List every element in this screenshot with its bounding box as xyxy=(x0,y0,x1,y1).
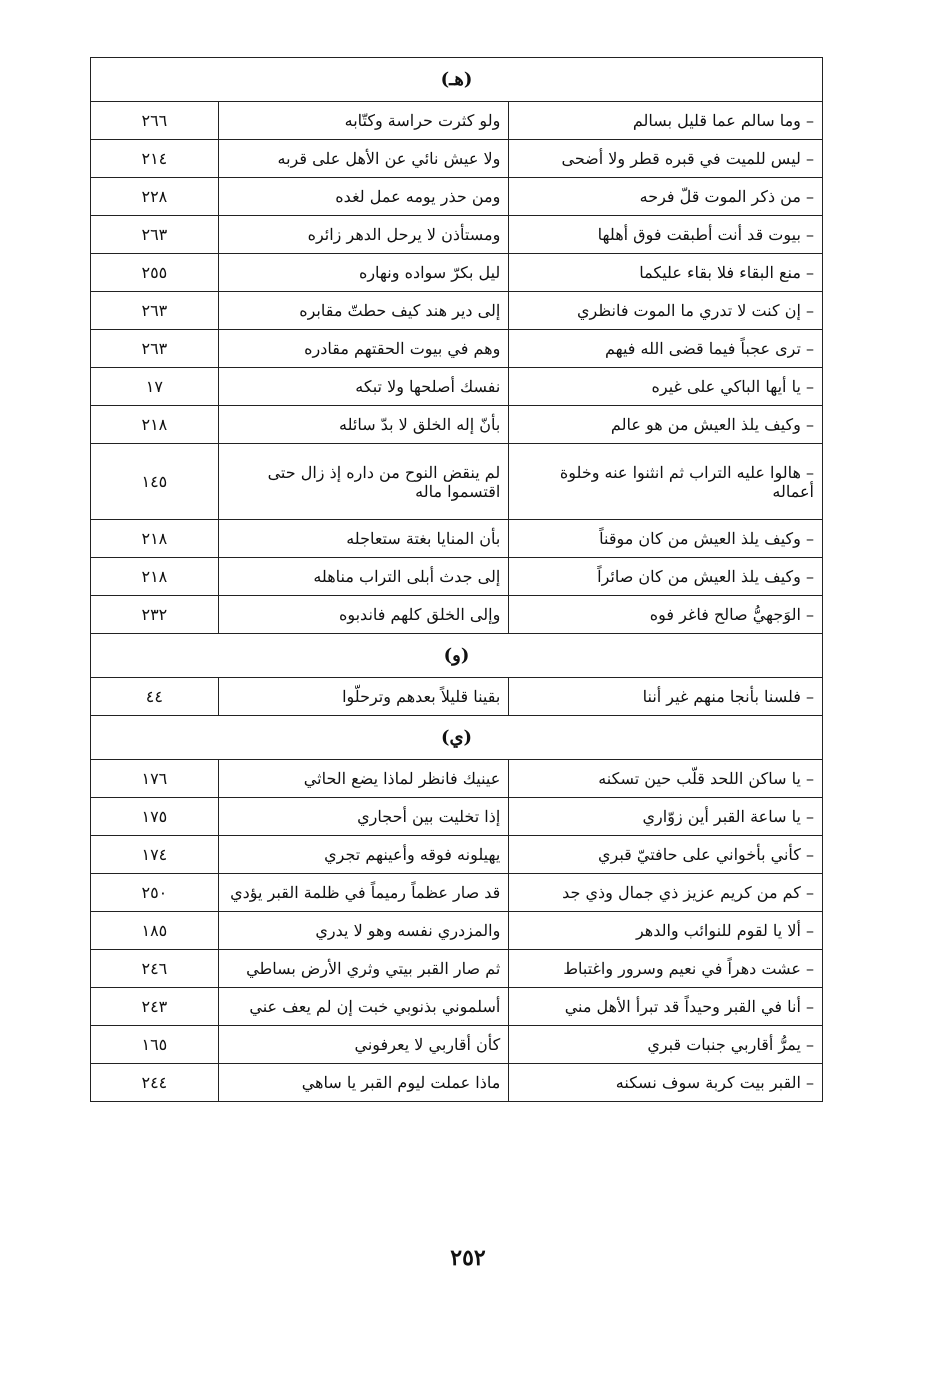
verse-first-half: – وما سالم عما قليل بسالم xyxy=(509,102,823,140)
verse-second-half: بأن المنايا بغتة ستعاجله xyxy=(218,520,509,558)
page-reference: ٢٦٦ xyxy=(91,102,219,140)
table-row xyxy=(91,798,823,836)
verse-first-half: – وكيف يلذ العيش من كان صائراً xyxy=(509,558,823,596)
verse-first-half: – الوَجهيُّ صالح فاغر فوه xyxy=(509,596,823,634)
table-row xyxy=(91,178,823,216)
verse-second-half: قد صار عظماً رميماً في ظلمة القبر يؤدي xyxy=(218,874,509,912)
verse-second-half: ولا عيش نائي عن الأهل على قربه xyxy=(218,140,509,178)
table-row xyxy=(91,102,823,140)
verse-second-half: إذا تخليت بين أحجاري xyxy=(218,798,509,836)
verse-first-half: – ليس للميت في قبره قطر ولا أضحى xyxy=(509,140,823,178)
table-row xyxy=(91,292,823,330)
verse-first-half: – وكيف يلذ العيش من كان موقناً xyxy=(509,520,823,558)
page-reference: ٢١٨ xyxy=(91,406,219,444)
verse-first-half: – من ذكر الموت قلّ فرحه xyxy=(509,178,823,216)
page-reference: ١٧٤ xyxy=(91,836,219,874)
verse-first-half: – ترى عجباً فيما قضى الله فيهم xyxy=(509,330,823,368)
index-table-body xyxy=(91,58,823,1102)
page-reference: ٢٣٢ xyxy=(91,596,219,634)
verse-second-half: ومن حذر يومه عمل لغده xyxy=(218,178,509,216)
verse-first-half: – كم من كريم عزيز ذي جمال وذي جد xyxy=(509,874,823,912)
section-header-row xyxy=(91,58,823,102)
verse-first-half: – وكيف يلذ العيش من هو عالم xyxy=(509,406,823,444)
verse-second-half: إلى جدث أبلى التراب مناهله xyxy=(218,558,509,596)
table-row xyxy=(91,406,823,444)
page-reference: ٢٦٣ xyxy=(91,292,219,330)
page-reference: ١٧ xyxy=(91,368,219,406)
page-reference: ١٨٥ xyxy=(91,912,219,950)
table-row xyxy=(91,444,823,520)
table-row xyxy=(91,216,823,254)
verse-second-half: ولو كثرت حراسة وكتّابه xyxy=(218,102,509,140)
section-letter: (و) xyxy=(91,634,823,678)
verse-first-half: – إن كنت لا تدري ما الموت فانظري xyxy=(509,292,823,330)
index-table xyxy=(90,57,823,1102)
page-number: ٢٥٢ xyxy=(450,1245,486,1271)
verse-first-half: – بيوت قد أنت أطبقت فوق أهلها xyxy=(509,216,823,254)
verse-second-half: إلى دير هند كيف حطتّ مقابره xyxy=(218,292,509,330)
table-row xyxy=(91,558,823,596)
table-row xyxy=(91,950,823,988)
table-row xyxy=(91,678,823,716)
verse-first-half: – كأني بأخواني على حافتيّ قبري xyxy=(509,836,823,874)
verse-second-half: ومستأذن لا يرحل الدهر زائره xyxy=(218,216,509,254)
verse-second-half: كأن أقاربي لا يعرفوني xyxy=(218,1026,509,1064)
verse-second-half: أسلموني بذنوبي خبت إن لم يعف عني xyxy=(218,988,509,1026)
verse-second-half: وإلى الخلق كلهم فاندبوه xyxy=(218,596,509,634)
table-row xyxy=(91,140,823,178)
page-reference: ١٤٥ xyxy=(91,444,219,520)
page-reference: ٢٤٣ xyxy=(91,988,219,1026)
page-reference: ٤٤ xyxy=(91,678,219,716)
page-reference: ٢٥٥ xyxy=(91,254,219,292)
verse-first-half: – عشت دهراً في نعيم وسرور واغتباط xyxy=(509,950,823,988)
verse-first-half: – القبر بيت كربة سوف نسكنه xyxy=(509,1064,823,1102)
section-letter: (ي) xyxy=(91,716,823,760)
verse-second-half: بأنّ إله الخلق لا بدّ سائله xyxy=(218,406,509,444)
page-reference: ٢٤٦ xyxy=(91,950,219,988)
verse-first-half: – هالوا عليه التراب ثم انثنوا عنه وخلوة أعماله xyxy=(509,444,823,520)
verse-first-half: – يا أيها الباكي على غيره xyxy=(509,368,823,406)
table-row xyxy=(91,760,823,798)
verse-first-half: – منع البقاء فلا بقاء عليكما xyxy=(509,254,823,292)
table-row xyxy=(91,836,823,874)
verse-second-half: ثم صار القبر بيتي وثري الأرض بساطي xyxy=(218,950,509,988)
verse-first-half: – يا ساكن اللحد قلّب حين تسكنه xyxy=(509,760,823,798)
table-row xyxy=(91,1064,823,1102)
verse-second-half: ماذا عملت ليوم القبر يا ساهي xyxy=(218,1064,509,1102)
table-row xyxy=(91,596,823,634)
verse-second-half: نفسك أصلحها ولا تبكه xyxy=(218,368,509,406)
page-reference: ٢٦٣ xyxy=(91,216,219,254)
verse-second-half: والمزدري نفسه وهو لا يدري xyxy=(218,912,509,950)
table-row xyxy=(91,520,823,558)
verse-first-half: – فلسنا بأنجا منهم غير أننا xyxy=(509,678,823,716)
page-reference: ٢٥٠ xyxy=(91,874,219,912)
table-row xyxy=(91,368,823,406)
page-reference: ٢١٤ xyxy=(91,140,219,178)
verse-second-half: وهم في بيوت الحقتهم مقادره xyxy=(218,330,509,368)
table-row xyxy=(91,330,823,368)
verse-first-half: – ألا يا لقوم للنوائب والدهر xyxy=(509,912,823,950)
verse-second-half: لم ينقض النوح من داره إذ زال حتى اقتسموا ماله xyxy=(218,444,509,520)
table-row xyxy=(91,988,823,1026)
table-row xyxy=(91,874,823,912)
page-reference: ٢١٨ xyxy=(91,558,219,596)
verse-second-half: عينيك فانظر لماذا يضع الحاثي xyxy=(218,760,509,798)
section-letter: (هـ) xyxy=(91,58,823,102)
section-header-row xyxy=(91,716,823,760)
table-row xyxy=(91,254,823,292)
verse-first-half: – يا ساعة القبر أين زوّاري xyxy=(509,798,823,836)
section-header-row xyxy=(91,634,823,678)
page-reference: ١٦٥ xyxy=(91,1026,219,1064)
page-reference: ١٧٦ xyxy=(91,760,219,798)
table-row xyxy=(91,912,823,950)
verse-second-half: ليل بكرّ سواده ونهاره xyxy=(218,254,509,292)
page-reference: ٢٢٨ xyxy=(91,178,219,216)
page-reference: ٢١٨ xyxy=(91,520,219,558)
page-reference: ٢٦٣ xyxy=(91,330,219,368)
verse-second-half: يهيلونه فوقه وأعينهم تجري xyxy=(218,836,509,874)
table-row xyxy=(91,1026,823,1064)
page-reference: ١٧٥ xyxy=(91,798,219,836)
page-reference: ٢٤٤ xyxy=(91,1064,219,1102)
verse-first-half: – أنا في القبر وحيداً قد تبرأ الأهل مني xyxy=(509,988,823,1026)
verse-first-half: – يمرُّ أقاربي جنبات قبري xyxy=(509,1026,823,1064)
verse-second-half: بقينا قليلاً بعدهم وترحلّوا xyxy=(218,678,509,716)
